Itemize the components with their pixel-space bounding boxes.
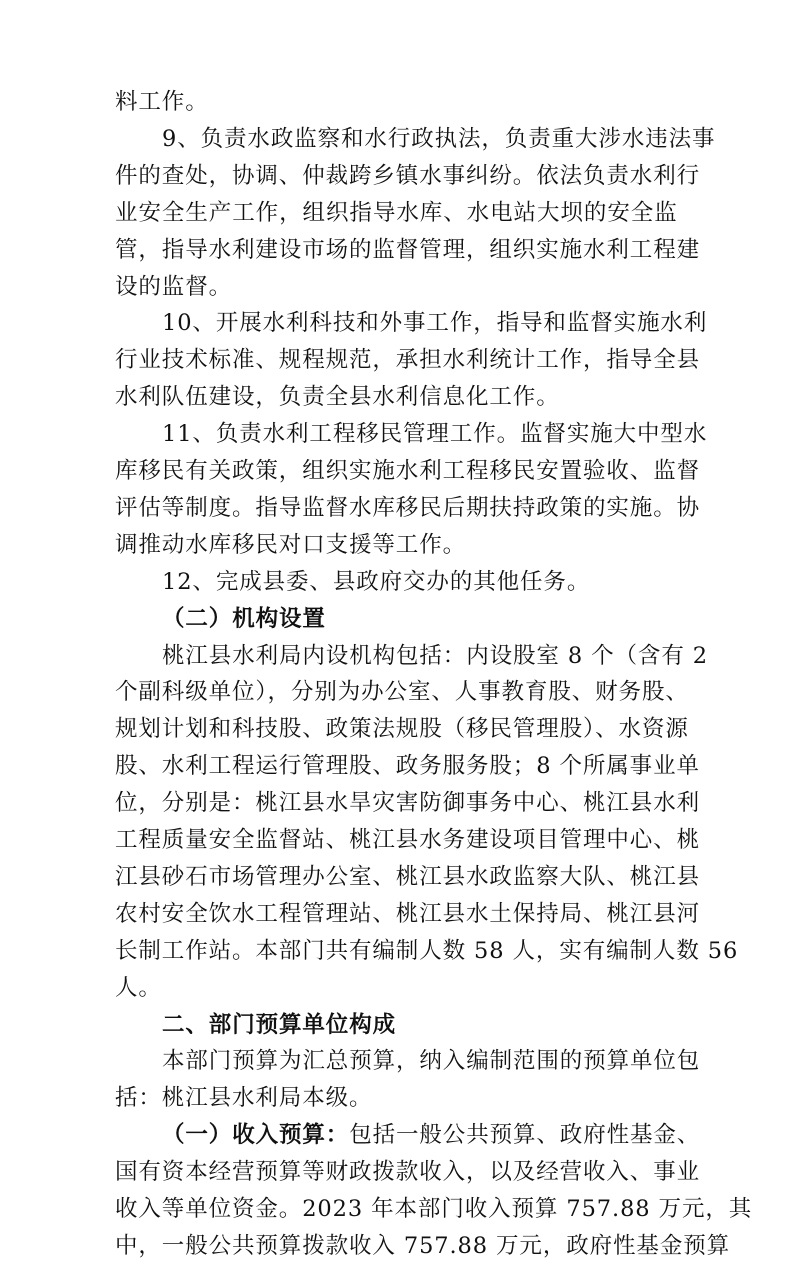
text-line: 本部门预算为汇总预算，纳入编制范围的预算单位包 xyxy=(162,1048,701,1074)
text-line: 规划计划和科技股、政策法规股（移民管理股）、水资源 xyxy=(115,716,689,742)
text-line: 括：桃江县水利局本级。 xyxy=(115,1085,373,1111)
text-line: 中，一般公共预算拨款收入 757.88 万元，政府性基金预算 xyxy=(115,1233,731,1259)
text-line: 调推动水库移民对口支援等工作。 xyxy=(115,532,467,558)
text-line: 行业技术标准、规程规范，承担水利统计工作，指导全县 xyxy=(115,347,701,373)
text-line: 股、水利工程运行管理股、政务服务股；8 个所属事业单 xyxy=(115,753,700,779)
text-line: 业安全生产工作，组织指导水库、水电站大坝的安全监 xyxy=(115,200,678,226)
text-line: 长制工作站。本部门共有编制人数 58 人，实有编制人数 56 xyxy=(115,938,739,964)
section-heading: 二、部门预算单位构成 xyxy=(162,1012,397,1038)
text-line: 江县砂石市场管理办公室、桃江县水政监察大队、桃江县 xyxy=(115,864,701,890)
text-line: 个副科级单位），分别为办公室、人事教育股、财务股、 xyxy=(115,679,689,705)
text-line: 收入等单位资金。2023 年本部门收入预算 757.88 万元，其 xyxy=(115,1196,753,1222)
text-line: 11、负责水利工程移民管理工作。监督实施大中型水 xyxy=(162,421,708,447)
text-line: 桃江县水利局内设机构包括：内设股室 8 个（含有 2 xyxy=(162,643,708,669)
subsection-lead: （一）收入预算： xyxy=(162,1122,350,1148)
text-line: 设的监督。 xyxy=(115,274,233,300)
text-line: 国有资本经营预算等财政拨款收入，以及经营收入、事业 xyxy=(115,1159,701,1185)
text-line: 工程质量安全监督站、桃江县水务建设项目管理中心、桃 xyxy=(115,827,701,853)
text-run: 包括一般公共预算、政府性基金、 xyxy=(349,1122,701,1148)
text-line: 评估等制度。指导监督水库移民后期扶持政策的实施。协 xyxy=(115,495,701,521)
text-line: 水利队伍建设，负责全县水利信息化工作。 xyxy=(115,384,560,410)
section-heading: （二）机构设置 xyxy=(162,606,326,632)
text-line: 库移民有关政策，组织实施水利工程移民安置验收、监督 xyxy=(115,458,701,484)
text-line: 9、负责水政监察和水行政执法，负责重大涉水违法事 xyxy=(162,126,716,152)
text-line: 件的查处，协调、仲裁跨乡镇水事纠纷。依法负责水利行 xyxy=(115,163,701,189)
text-line: 管，指导水利建设市场的监督管理，组织实施水利工程建 xyxy=(115,237,701,263)
text-line: 料工作。 xyxy=(115,89,209,115)
text-line: 12、完成县委、县政府交办的其他任务。 xyxy=(162,569,591,595)
section-heading xyxy=(162,1120,700,1150)
text-line: 人。 xyxy=(115,975,162,1001)
text-line: 位，分别是：桃江县水旱灾害防御事务中心、桃江县水利 xyxy=(115,790,701,816)
text-line: 10、开展水利科技和外事工作，指导和监督实施水利 xyxy=(162,310,708,336)
text-line: 农村安全饮水工程管理站、桃江县水土保持局、桃江县河 xyxy=(115,901,701,927)
